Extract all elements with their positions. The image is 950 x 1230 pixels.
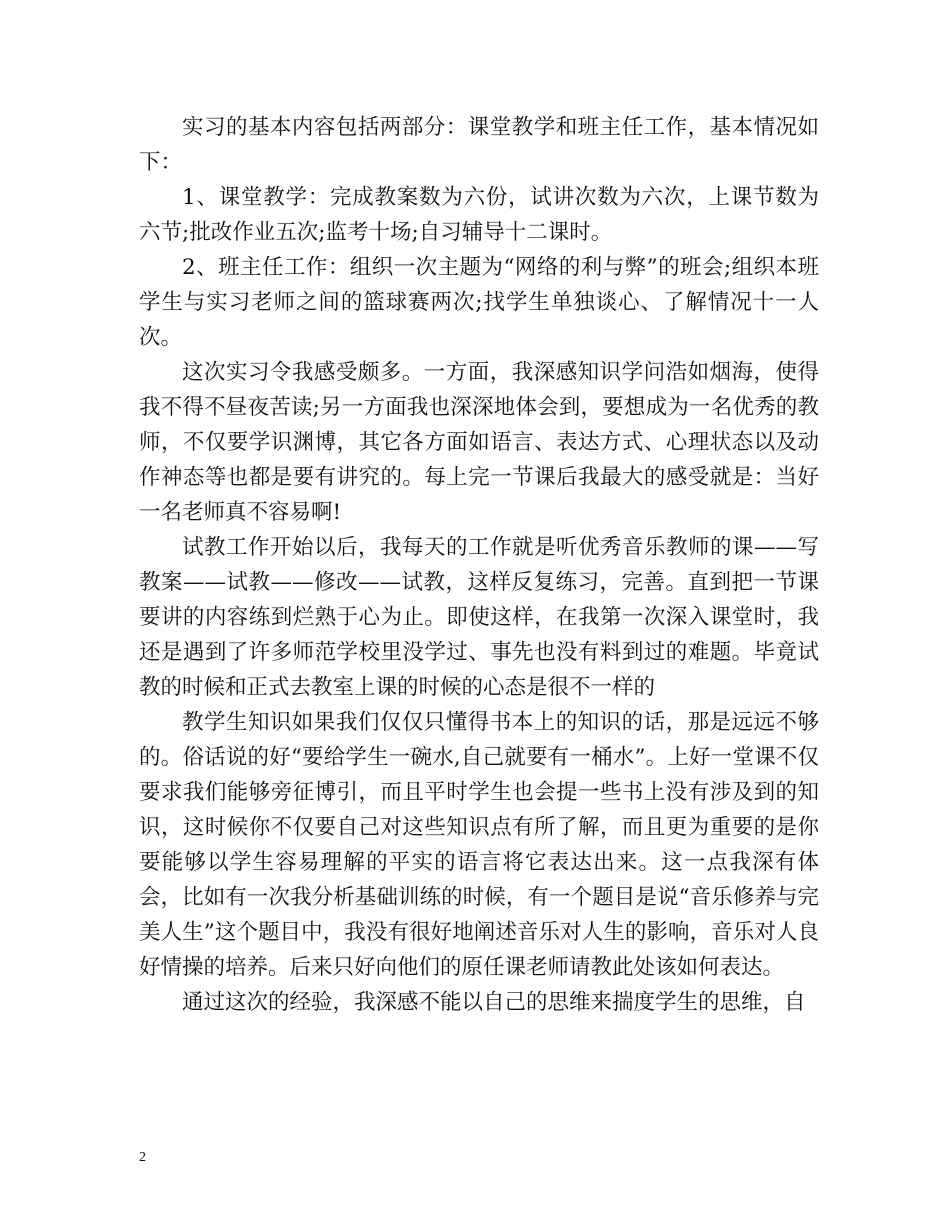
paragraph-classroom-teaching: 1、课堂教学：完成教案数为六份，试讲次数为六次，上课节数为六节;批改作业五次;监考十场;自习辅导十二课时。: [139, 185, 819, 245]
paragraph-intro: 实习的基本内容包括两部分：课堂教学和班主任工作，基本情况如下：: [139, 115, 819, 175]
document-body: [139, 110, 819, 1020]
paragraph-experience: 通过这次的经验，我深感不能以自己的思维来揣度学生的思维，自: [182, 990, 806, 1015]
page-number: 2: [139, 1150, 146, 1165]
paragraph-head-teacher-work: 2、班主任工作：组织一次主题为“网络的利与弊”的班会;组织本班学生与实习老师之间的篮球赛两次;找学生单独谈心、了解情况十一人次。: [139, 255, 819, 350]
paragraph-knowledge: 教学生知识如果我们仅仅只懂得书本上的知识的话，那是远远不够的。俗话说的好“要给学生一碗水,自己就要有一桶水”。上好一堂课不仅要求我们能够旁征博引，而且平时学生也会提一些书上没有涉及到的知识，这时候你不仅要自己对这些知识点有所了解，而且更为重要的是你要能够以学生容易理解的平实的语言将它表达出来。这一点我深有体会，比如有一次我分析基础训练的时候，有一个题目是说“音乐修养与完美人生”这个题目中，我没有很好地阐述音乐对人生的影响，音乐对人良好情操的培养。后来只好向他们的原任课老师请教此处该如何表达。: [139, 710, 819, 980]
paragraph-reflection: 这次实习令我感受颇多。一方面，我深感知识学问浩如烟海，使得我不得不昼夜苦读;另一方面我也深深地体会到，要想成为一名优秀的教师，不仅要学识渊博，其它各方面如语言、表达方式、心理状态以及动作神态等也都是要有讲究的。每上完一节课后我最大的感受就是：当好一名老师真不容易啊!: [139, 360, 819, 525]
paragraph-trial-teaching: 试教工作开始以后，我每天的工作就是听优秀音乐教师的课——写教案——试教——修改——试教，这样反复练习，完善。直到把一节课要讲的内容练到烂熟于心为止。即使这样，在我第一次深入课堂时，我还是遇到了许多师范学校里没学过、事先也没有料到过的难题。毕竟试教的时候和正式去教室上课的时候的心态是很不一样的: [139, 535, 819, 700]
